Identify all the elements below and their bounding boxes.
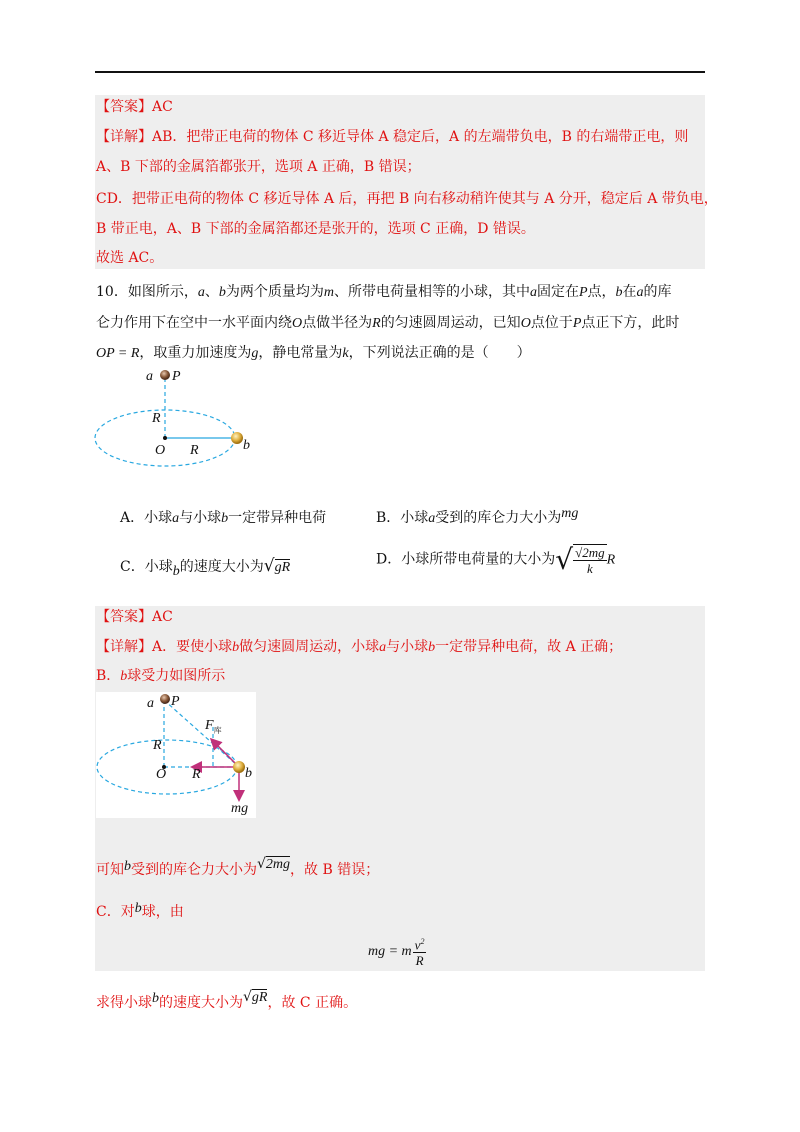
- option-B[interactable]: B．小球a受到的库仑力大小为mg: [376, 506, 579, 526]
- detail-line-A: 【详解】A．要使小球b做匀速圆周运动，小球a与小球b一定带异种电荷，故 A 正确；: [96, 639, 623, 655]
- conclusion-line-B: 可知b受到的库仑力大小为√2mg，故 B 错误；: [96, 856, 380, 878]
- detail-line-B: B．b球受力如图所示: [96, 668, 226, 684]
- sqrt-gR: √gR: [263, 556, 291, 576]
- detail-line-2: A、B 下部的金属箔都张开，选项 A 正确，B 错误；: [96, 159, 421, 175]
- fig2-label-P: P: [171, 694, 180, 709]
- detail-line-1: 【详解】AB．把带正电荷的物体 C 移近导体 A 稳定后，A 的左端带负电，B 的右端带正电，则: [96, 129, 689, 145]
- ball-b: [231, 432, 243, 444]
- detail-line-C: C．对b球，由: [96, 901, 184, 920]
- formula-centripetal: mg = m $\frac{v^2}{R}$: [368, 934, 426, 968]
- ball-a: [160, 370, 170, 380]
- fig2-label-F: $F_库$: [205, 718, 222, 735]
- option-C[interactable]: C．小球b的速度大小为√gR: [120, 556, 291, 579]
- fig1-label-O: O: [155, 443, 166, 458]
- fig2-label-R-vertical: R: [153, 738, 162, 753]
- fig2-label-mg: mg: [231, 801, 249, 816]
- detail-line-4: B 带正电，A、B 下部的金属箔都还是张开的，选项 C 正确，D 错误。: [96, 221, 535, 237]
- result-line-C: 求得小球b的速度大小为√gR，故 C 正确。: [96, 989, 358, 1011]
- option-A[interactable]: A．小球a与小球b一定带异种电荷: [120, 510, 327, 526]
- question-line-3: OP = R，取重力加速度为g，静电常量为k，下列说法正确的是（ ）: [96, 345, 531, 361]
- sqrt-fraction: √ $\frac{√2mg}{k}$: [555, 543, 605, 576]
- fig1-label-a: a: [146, 369, 153, 384]
- answer-block-1: [95, 95, 705, 269]
- fig1-label-R-horizontal: R: [190, 443, 199, 458]
- fig2-label-a: a: [147, 696, 154, 711]
- detail-line-3: CD．把带正电荷的物体 C 移近导体 A 后，再把 B 向右移动稍许使其与 A 分开，稳定后 A 带负电，: [96, 191, 718, 207]
- fig2-label-O: O: [156, 767, 167, 782]
- point-O: [163, 436, 167, 440]
- fig1-label-b: b: [243, 438, 250, 453]
- fig2-label-R-horizontal: R: [192, 767, 201, 782]
- answer-label-2: 【答案】AC: [96, 609, 173, 625]
- header-rule: [95, 71, 705, 73]
- question-line-2: 仑力作用下在空中一水平面内绕O点做半径为R的匀速圆周运动，已知O点位于P点正下方，此时: [96, 315, 680, 331]
- fig1-label-R-vertical: R: [152, 411, 161, 426]
- fig1-label-P: P: [172, 369, 181, 384]
- ball-b-2: [233, 761, 245, 773]
- question-line-1: 10．如图所示，a、b为两个质量均为m、所带电荷量相等的小球，其中a固定在P点，b在a的库: [96, 284, 672, 300]
- ball-a-2: [160, 694, 170, 704]
- answer-label-1: 【答案】AC: [96, 99, 173, 115]
- option-D[interactable]: D．小球所带电荷量的大小为√ $\frac{√2mg}{k}$ R: [376, 543, 616, 576]
- fig2-label-b: b: [245, 766, 252, 781]
- detail-line-5: 故选 AC。: [96, 250, 164, 266]
